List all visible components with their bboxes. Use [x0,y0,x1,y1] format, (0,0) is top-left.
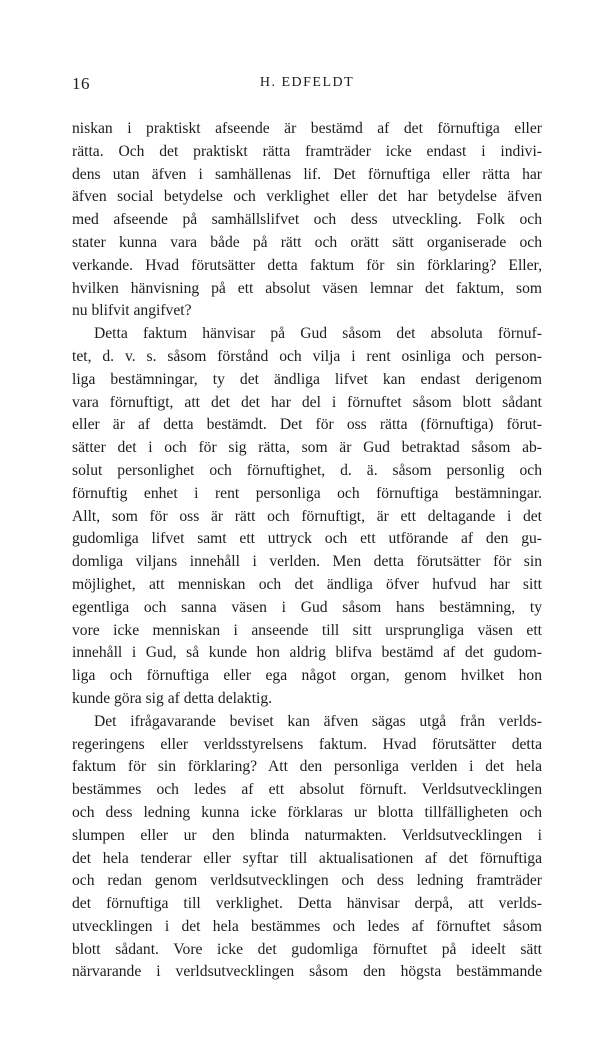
text-line: slumpen eller ur den blinda naturmakten. Verldsutvecklingen i [72,826,542,844]
text-line: verkande. Hvad förutsätter detta faktum för sin förklaring? Eller, [72,256,542,274]
text-line: regeringens eller verldsstyrelsens faktum. Hvad förutsätter detta [72,735,542,753]
body-text [72,118,542,984]
text-line: och dess ledning kunna icke förklaras ur blotta tillfälligheten och [72,803,542,821]
text-line: möjlighet, att menniskan och det ändliga öfver hufvud har sitt [72,575,542,593]
text-line: Det ifrågavarande beviset kan äfven sägas utgå från verlds- [94,712,542,730]
text-line: tet, d. v. s. såsom förstånd och vilja i rent osinliga och person- [72,347,542,365]
text-line: rätta. Och det praktiskt rätta framträder icke endast i indivi- [72,142,542,160]
text-line: bestämmes och ledes af ett absolut förnuft. Verldsutvecklingen [72,781,542,799]
text-line: hvilken hänvisning på ett absolut väsen lemnar det faktum, som [72,279,542,297]
text-line: och redan genom verldsutvecklingen och dess ledning framträder [72,872,542,890]
text-line: Allt, som för oss är rätt och förnuftigt, är ett deltagande i det [72,507,542,525]
text-line: niskan i praktiskt afseende är bestämd af det förnuftiga eller [72,120,542,137]
text-line: blott sådant. Vore icke det gudomliga förnuftet på ideelt sätt [72,940,542,958]
text-line: gudomliga lifvet samt ett uttryck och ett utförande af den gu- [72,530,542,548]
text-line: Detta faktum hänvisar på Gud såsom det absoluta förnuf- [94,325,542,343]
text-line: utvecklingen i det hela bestämmes och ledes af förnuftet såsom [72,917,542,935]
text-line: stater kunna vara både på rätt och orätt sätt organiserade och [72,233,542,251]
text-line: innehåll i Gud, så kunde hon aldrig blifva bestämd af det gudom- [72,644,542,662]
text-line: det hela tenderar eller syftar till aktualisationen af det förnuftiga [72,849,542,867]
text-line: vore icke menniskan i anseende till sitt ursprungliga väsen ett [72,621,542,639]
text-line: dens utan äfven i samhällenas lif. Det förnuftiga eller rätta har [72,165,542,183]
text-line: vara förnuftigt, att det det har del i förnuftet såsom blott sådant [72,393,542,411]
text-line: förnuftig enhet i rent personliga och förnuftiga bestämningar. [72,484,542,502]
text-line: med afseende på samhällslifvet och dess utveckling. Folk och [72,211,542,229]
text-line: solut personlighet och förnuftighet, d. ä. såsom personlig och [72,461,542,479]
running-head: H. EDFELDT [259,75,355,90]
text-line: faktum för sin förklaring? Att den personliga verlden i det hela [72,758,542,776]
text-line: äfven social betydelse och verklighet eller det har betydelse äfven [72,188,542,206]
text-line: det förnuftiga till verklighet. Detta hänvisar derpå, att verlds- [72,895,542,913]
page-header [72,74,542,98]
text-line: liga och förnuftiga eller ega något organ, genom hvilket hon [72,667,542,685]
text-line: egentliga och sanna väsen i Gud såsom hans bestämning, ty [72,598,542,616]
text-line: nu blifvit angifvet? [72,302,192,320]
text-line: liga bestämningar, ty det ändliga lifvet kan endast derigenom [72,370,542,388]
page-number: 16 [72,74,90,93]
text-line: kunde göra sig af detta delaktig. [72,689,273,707]
text-line: närvarande i verldsutvecklingen såsom den högsta bestämmande [72,963,542,981]
text-line: eller är af detta bestämdt. Det för oss rätta (förnuftiga) förut- [72,416,542,434]
text-line: sätter det i och för sig rätta, som är Gud betraktad såsom ab- [72,439,542,457]
text-line: domliga viljans innehåll i verlden. Men detta förutsätter för sin [72,553,542,571]
